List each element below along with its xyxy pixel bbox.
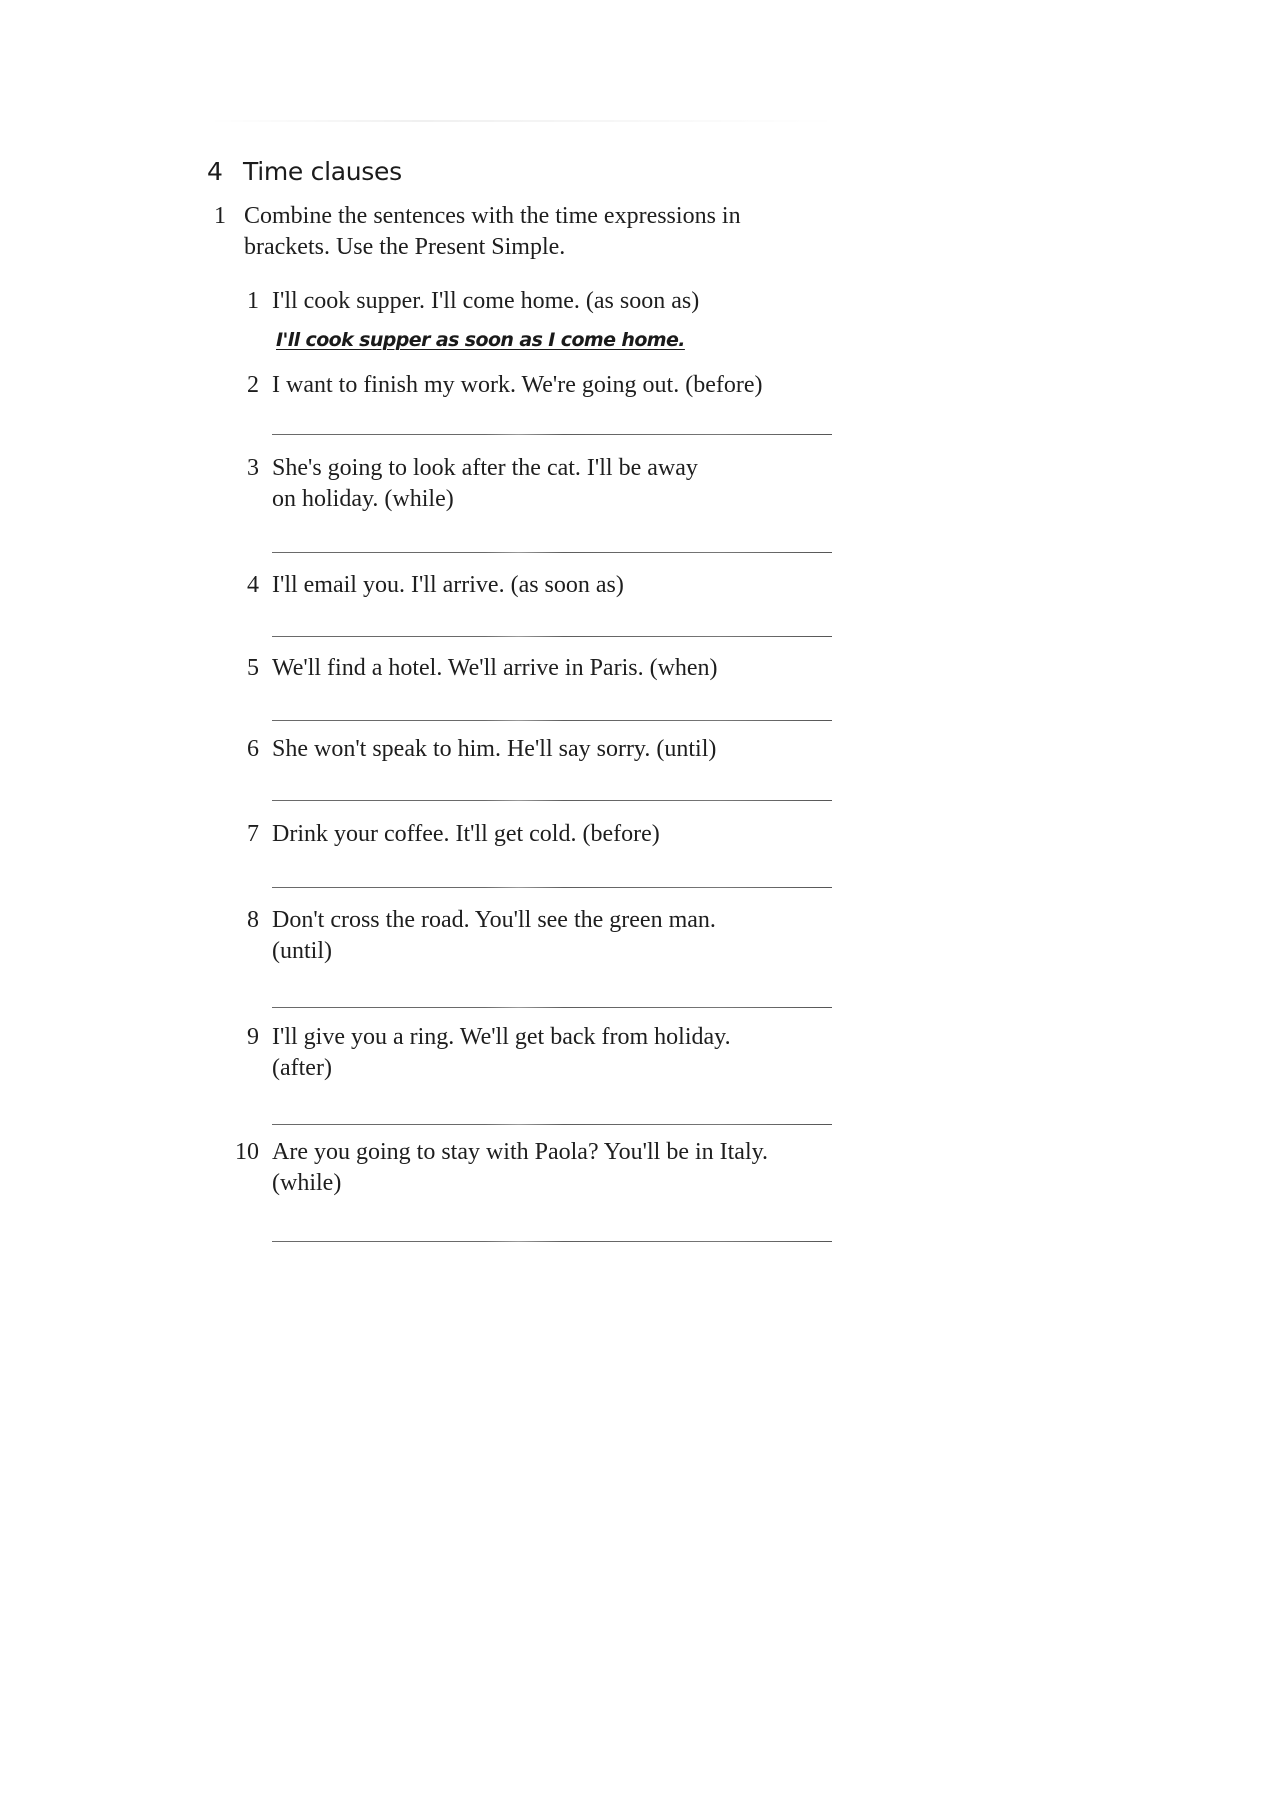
answer-line[interactable] — [272, 1124, 832, 1125]
item-text: Don't cross the road. You'll see the green man. (until) — [272, 907, 716, 964]
answer-line[interactable] — [272, 720, 832, 721]
answer-line[interactable] — [272, 434, 832, 435]
item-text: I'll email you. I'll arrive. (as soon as) — [272, 572, 624, 598]
item-number: 5 — [247, 655, 259, 681]
instruction-text: Combine the sentences with the time expressions in brackets. Use the Present Simple. — [244, 203, 741, 260]
item-number: 10 — [235, 1139, 259, 1165]
item-text: She's going to look after the cat. I'll be away on holiday. (while) — [272, 455, 698, 512]
item-text: I'll give you a ring. We'll get back from holiday. (after) — [272, 1024, 731, 1081]
answer-line[interactable] — [272, 800, 832, 801]
section-number: 4 — [207, 157, 223, 186]
item-text: Drink your coffee. It'll get cold. (before) — [272, 821, 660, 847]
answer-line[interactable] — [272, 887, 832, 888]
item-number: 2 — [247, 372, 259, 398]
answer-line[interactable] — [272, 1241, 832, 1242]
item-number: 3 — [247, 455, 259, 481]
item-number: 6 — [247, 736, 259, 762]
item-text: She won't speak to him. He'll say sorry. (until) — [272, 736, 717, 762]
item-text: Are you going to stay with Paola? You'll be in Italy. (while) — [272, 1139, 769, 1196]
item-text: We'll find a hotel. We'll arrive in Paris. (when) — [272, 655, 718, 681]
answer-line[interactable] — [272, 552, 832, 553]
item-number: 4 — [247, 572, 259, 598]
section-heading — [207, 157, 402, 186]
exercise-number: 1 — [214, 203, 226, 229]
item-text: I want to finish my work. We're going out. (before) — [272, 372, 763, 398]
answer-line[interactable] — [272, 1007, 832, 1008]
item-number: 1 — [247, 288, 259, 314]
section-title: Time clauses — [243, 157, 402, 186]
item-text: I'll cook supper. I'll come home. (as soon as) — [272, 288, 700, 314]
answer-line[interactable] — [272, 636, 832, 637]
example-answer: I'll cook supper as soon as I come home. — [276, 329, 685, 351]
item-number: 8 — [247, 907, 259, 933]
item-number: 9 — [247, 1024, 259, 1050]
scan-shadow-line — [208, 120, 840, 122]
item-number: 7 — [247, 821, 259, 847]
